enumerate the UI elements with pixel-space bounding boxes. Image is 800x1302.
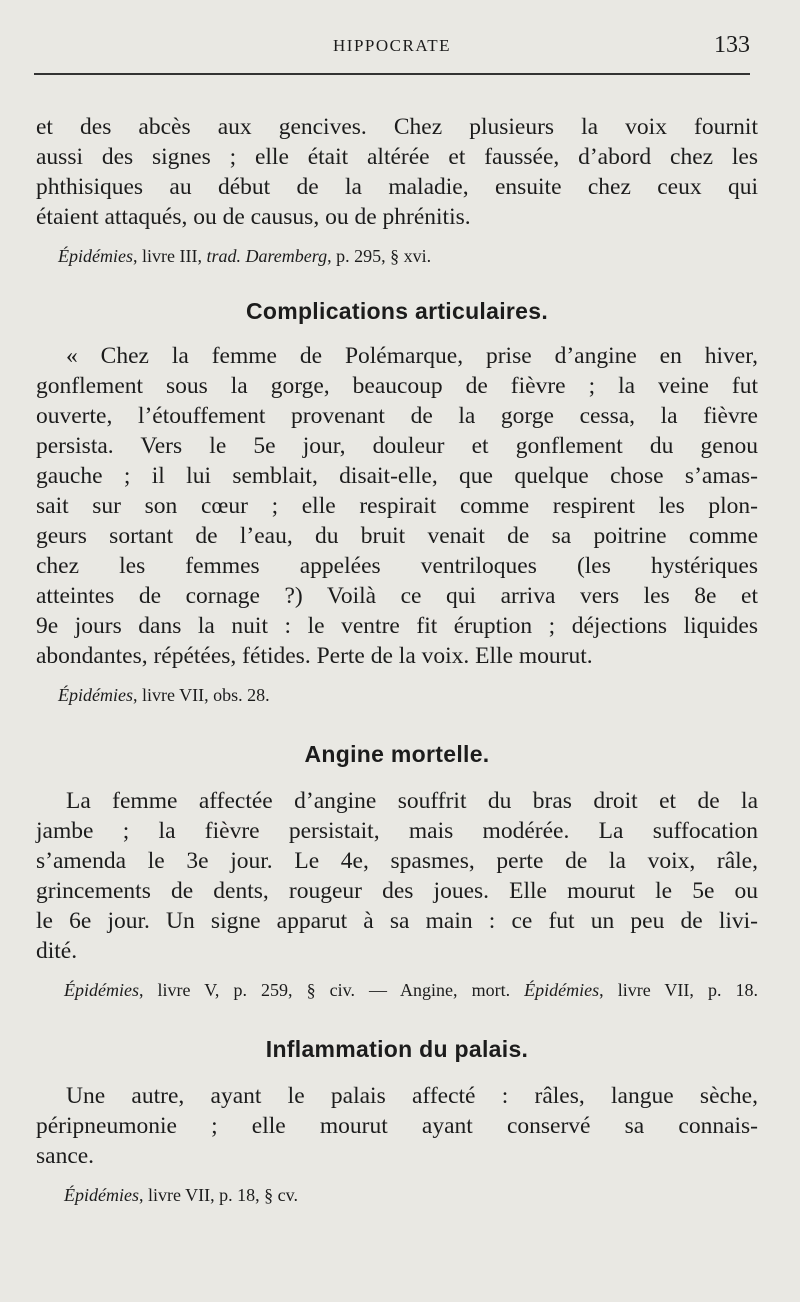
paragraph bbox=[36, 786, 758, 966]
citation-text: , livre III, bbox=[132, 246, 207, 266]
section-heading: Inflammation du palais. bbox=[265, 1036, 529, 1062]
text-line: grincements de dents, rougeur des joues. Elle mourut le 5e ou bbox=[36, 878, 758, 904]
citation-work: Épidémies bbox=[524, 980, 600, 1000]
text-line: gauche ; il lui semblait, disait-elle, que quelque chose s’amas- bbox=[36, 463, 758, 489]
text-line: aussi des signes ; elle était altérée et faussée, d’abord chez les bbox=[36, 144, 758, 170]
running-title: HIPPOCRATE bbox=[333, 36, 451, 55]
section-heading: Angine mortelle. bbox=[304, 741, 490, 767]
citation-text: , livre VII, p. 18, § cv. bbox=[138, 1185, 298, 1205]
paragraph bbox=[36, 1081, 758, 1171]
citation-work: Épidémies bbox=[64, 1185, 139, 1205]
citation-text: , livre VII, obs. 28. bbox=[132, 685, 270, 705]
text-line: La femme affectée d’angine souffrit du bras droit et de la bbox=[66, 788, 758, 814]
citation bbox=[36, 244, 758, 268]
text-line: le 6e jour. Un signe apparut à sa main : ce fut un peu de livi- bbox=[36, 908, 758, 934]
citation bbox=[36, 1183, 758, 1207]
text-line: geurs sortant de l’eau, du bruit venait de sa poitrine comme bbox=[36, 523, 758, 549]
header-rule bbox=[34, 73, 750, 75]
page-number: 133 bbox=[714, 32, 750, 58]
paragraph-continuation bbox=[36, 112, 758, 232]
text-line: sance. bbox=[36, 1143, 95, 1169]
page-content bbox=[36, 112, 758, 1207]
text-line: « Chez la femme de Polémarque, prise d’angine en hiver, bbox=[66, 343, 758, 369]
citation-work: Épidémies bbox=[64, 980, 139, 1000]
text-line: gonflement sous la gorge, beaucoup de fièvre ; la veine fut bbox=[36, 373, 758, 399]
page-header bbox=[34, 32, 750, 72]
citation-work: Épidémies bbox=[58, 685, 133, 705]
citation-work: Épidémies bbox=[58, 246, 133, 266]
text-line: ouverte, l’étouffement provenant de la gorge cessa, la fièvre bbox=[36, 403, 758, 429]
text-line: chez les femmes appelées ventriloques (les hystériques bbox=[36, 553, 758, 579]
text-line: abondantes, répétées, fétides. Perte de la voix. Elle mourut. bbox=[36, 643, 593, 669]
text-line: et des abcès aux gencives. Chez plusieurs la voix fournit bbox=[36, 114, 758, 140]
text-line: étaient attaqués, ou de causus, ou de phrénitis. bbox=[36, 204, 471, 230]
text-line: Une autre, ayant le palais affecté : râles, langue sèche, bbox=[66, 1083, 758, 1109]
text-line: jambe ; la fièvre persistait, mais modérée. La suffocation bbox=[36, 818, 758, 844]
text-line: péripneumonie ; elle mourut ayant conservé sa connais- bbox=[36, 1113, 758, 1139]
text-line: atteintes de cornage ?) Voilà ce qui arriva vers les 8e et bbox=[36, 583, 758, 609]
citation bbox=[36, 683, 758, 707]
citation-translator: trad. Daremberg bbox=[206, 246, 328, 266]
paragraph bbox=[36, 341, 758, 671]
citation-text: , livre V, p. 259, § civ. — Angine, mort. bbox=[138, 980, 525, 1000]
citation-text: , p. 295, § xvi. bbox=[327, 246, 432, 266]
text-line: persista. Vers le 5e jour, douleur et gonflement du genou bbox=[36, 433, 758, 459]
section-heading: Complications articulaires. bbox=[245, 298, 549, 324]
text-line: dité. bbox=[36, 938, 78, 964]
citation-text: , livre VII, p. 18. bbox=[599, 980, 758, 1000]
text-line: sait sur son cœur ; elle respirait comme respirent les plon- bbox=[36, 493, 758, 519]
text-line: 9e jours dans la nuit : le ventre fit éruption ; déjections liquides bbox=[36, 613, 758, 639]
text-line: s’amenda le 3e jour. Le 4e, spasmes, perte de la voix, râle, bbox=[36, 848, 758, 874]
citation bbox=[36, 978, 758, 1002]
text-line: phthisiques au début de la maladie, ensuite chez ceux qui bbox=[36, 174, 758, 200]
